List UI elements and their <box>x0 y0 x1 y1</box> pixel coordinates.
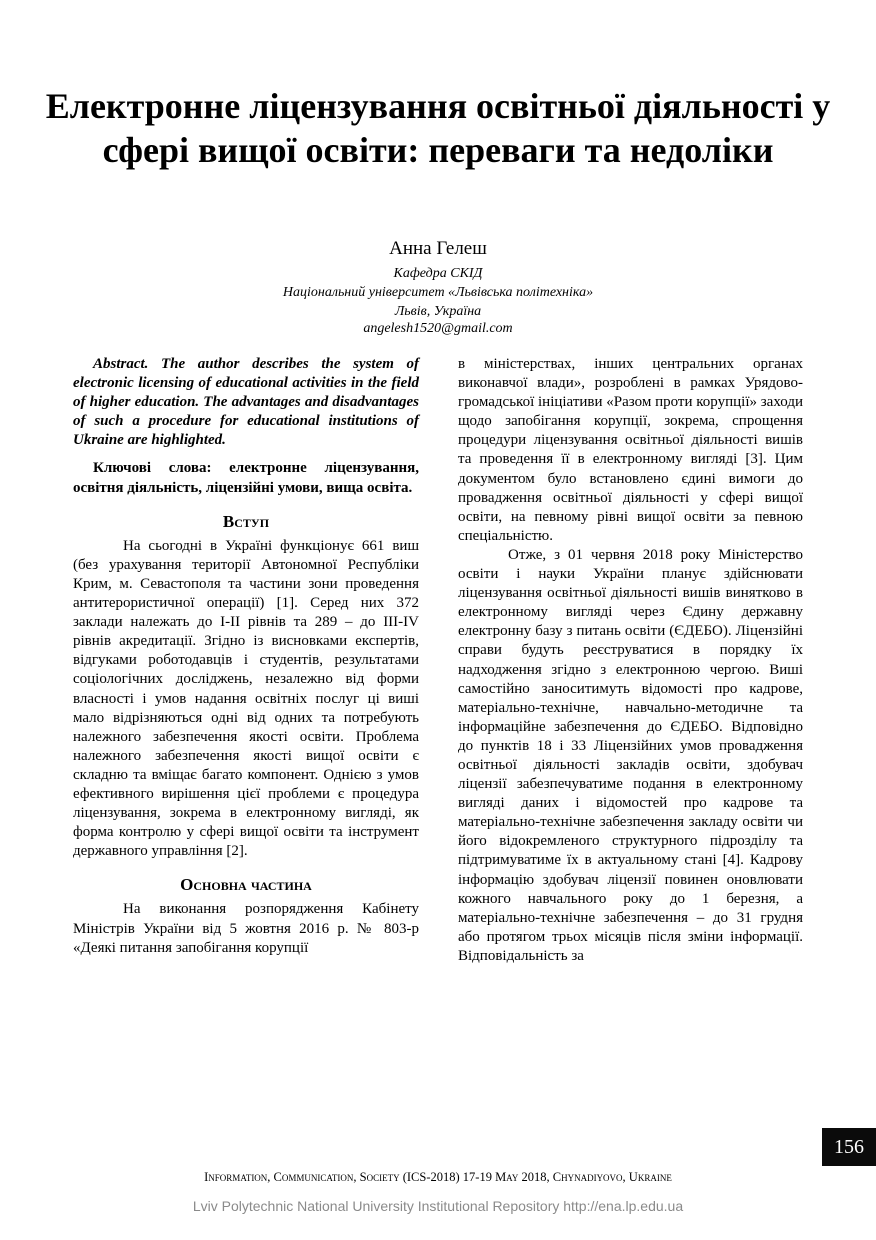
repository-watermark: Lviv Polytechnic National University Institutional Repository http://ena.lp.edu.ua <box>192 1198 684 1214</box>
page-number: 156 <box>822 1128 876 1166</box>
keywords: Ключові слова: електронне ліцензування, освітня діяльність, ліцензійні умови, вища освіта. <box>73 460 419 496</box>
main-paragraph-continued: в міністерствах, інших центральних органах виконавчої влади», розроблені в рамках Урядово-громадської ініціативи «Разом проти корупції» заходи щодо запобігання корупції, зокрема, спрощення процедури ліцензування освітньої діяльності вишів та проведення її в електронному вигляді [3]. Цим документом було встановлено єдині вимоги до провадження освітньої діяльності у сфері вищої освіти, на певному рівні вищої освіти за певною спеціальністю. <box>458 356 803 544</box>
section-heading-intro: Вступ <box>222 511 270 531</box>
main-paragraph-start: На виконання розпорядження Кабінету Міністрів України від 5 жовтня 2016 р. № 803-р «Деякі питання запобігання корупції <box>73 901 419 956</box>
main-paragraph-2: Отже, з 01 червня 2018 року Міністерство освіти і науки України планує здійснювати ліцензування освітньої діяльності вишів винятково в електронному вигляді через Єдину державну електронну базу з питань освіти (ЄДЕБО). Ліцензійні справи будуть реєструватися в порядку їх надходження згідно з електронною чергою. Виші самостійно заноситимуть відомості про кадрове, матеріально-технічне, навчально-методичне та інформаційне забезпечення до ЄДЕБО. Відповідно до пунктів 18 і 33 Ліцензійних умов провадження освітньої діяльності закладів освіти, здобувач ліцензії забезпечуватиме подання в електронному вигляді даних і відомостей про кадрове та матеріально-технічне забезпечення закладу освіти чи його відокремленого структурного підрозділу та підтримуватиме їх в актуальному стані [4]. Кадрову інформацію здобувач ліцензії повинен оновлювати кожного навчального року до 1 березня, а матеріально-технічне забезпечення – до 31 грудня або протягом трьох місяців після зміни інформації. Відповідальність за <box>458 546 803 964</box>
paper-title: Електронне ліцензування освітньої діяльності у сфері вищої освіти: переваги та недоліки <box>45 86 831 170</box>
author-email: angelesh1520@gmail.com <box>363 321 513 336</box>
author-university: Національний університет «Львівська політехніка» <box>282 285 594 300</box>
left-column <box>73 355 419 958</box>
section-heading-main: Основна частина <box>180 875 312 895</box>
author-department: Кафедра СКІД <box>393 266 483 281</box>
author-location: Львів, Україна <box>394 304 482 319</box>
conference-footer: Information, Communication, Society (ICS-2018) 17-19 May 2018, Chynadiyovo, Ukraine <box>204 1170 672 1184</box>
abstract: Abstract. The author describes the system of electronic licensing of educational activities in the field of higher education. The advantages and disadvantages of such a procedure for educational institutions of Ukraine are highlighted. <box>73 356 419 449</box>
author-name: Анна Гелеш <box>389 238 487 259</box>
intro-paragraph: На сьогодні в Україні функціонує 661 виш (без урахування території Автономної Республіки Крим, м. Севастополя та частини зони проведення антитерористичної операції) [1]. Серед них 372 заклади належать до I-II рівнів та 289 – до III-IV рівнів акредитації. Згідно із висновками експертів, відгуками роботодавців і студентів, результатами соціологічних досліджень, незалежно від форми власності і умов надання освітніх послуг ці виші мало відрізняються одні від одних та потребують належного забезпечення якості освіти. Проблема належного забезпечення якості вищої освіти є складню та вміщає багато компонент. Однією з умов ефективного вирішення цієї проблеми є процедура ліцензування, зокрема в електронному вигляді, як форма контролю у сфері вищої освіти та інструмент державного управління [2]. <box>73 537 419 860</box>
right-column <box>458 355 803 966</box>
